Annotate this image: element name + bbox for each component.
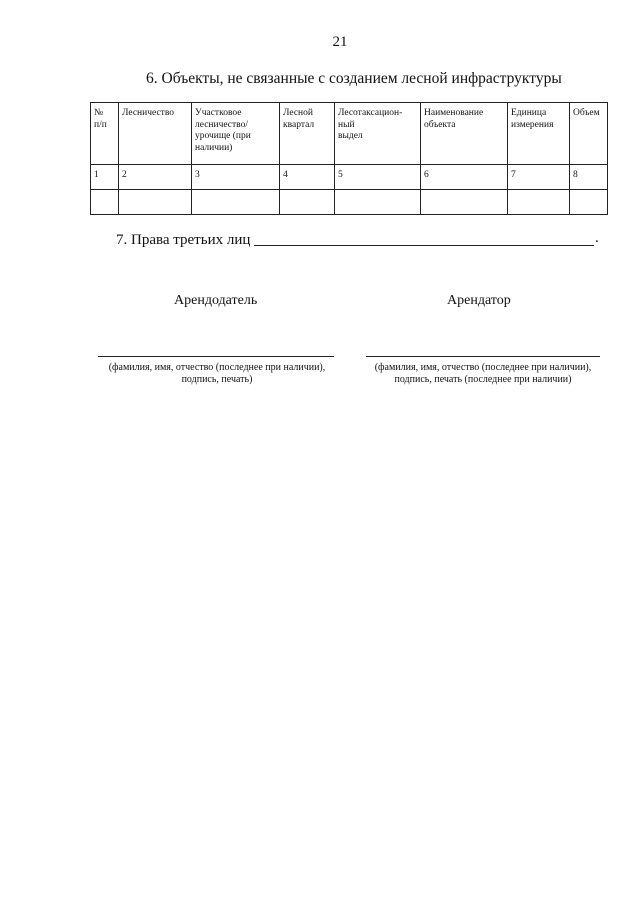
table-cell-empty[interactable] (91, 190, 119, 215)
table-cell-empty[interactable] (119, 190, 192, 215)
section-7-end-mark: . (595, 230, 599, 246)
table-cell: 2 (119, 165, 192, 190)
header-cell-volume: Объем (570, 103, 608, 165)
section-7-label: 7. Права третьих лиц (116, 232, 251, 248)
table-cell-empty[interactable] (192, 190, 280, 215)
table-row-empty (91, 190, 608, 215)
table-header-row (91, 103, 608, 165)
table-cell: 1 (91, 165, 119, 190)
lessor-title: Арендодатель (174, 293, 258, 308)
table-cell-empty[interactable] (421, 190, 508, 215)
lessee-title: Арендатор (447, 293, 511, 308)
table-cell-empty[interactable] (280, 190, 335, 215)
table-cell-empty[interactable] (508, 190, 570, 215)
lessee-signature-caption: (фамилия, имя, отчество (последнее при наличии), подпись, печать (последнее при наличии) (374, 362, 592, 385)
table-cell-empty[interactable] (335, 190, 421, 215)
header-cell-forest-quarter: Лесной квартал (280, 103, 335, 165)
header-cell-row-number: № п/п (91, 103, 119, 165)
lessor-signature-line[interactable] (98, 356, 334, 357)
header-cell-unit: Единица измерения (508, 103, 570, 165)
table-cell: 7 (508, 165, 570, 190)
section-6-heading: 6. Объекты, не связанные с созданием лесной инфраструктуры (146, 70, 562, 87)
lessor-signature-caption: (фамилия, имя, отчество (последнее при наличии), подпись, печать) (108, 362, 326, 385)
lessee-signature-line[interactable] (366, 356, 600, 357)
table-cell-empty[interactable] (570, 190, 608, 215)
table-cell: 4 (280, 165, 335, 190)
header-cell-taxation-unit: Лесотаксацион- ный выдел (335, 103, 421, 165)
header-cell-district-forestry: Участковое лесничество/ урочище (при наличии) (192, 103, 280, 165)
table-row-column-numbers (91, 165, 608, 190)
table-cell: 8 (570, 165, 608, 190)
table-cell: 6 (421, 165, 508, 190)
table-cell: 5 (335, 165, 421, 190)
page-number: 21 (332, 34, 348, 50)
header-cell-forestry: Лесничество (119, 103, 192, 165)
third-party-rights-blank-line[interactable] (254, 245, 594, 246)
table-cell: 3 (192, 165, 280, 190)
header-cell-object-name: Наименование объекта (421, 103, 508, 165)
objects-table (90, 102, 608, 215)
